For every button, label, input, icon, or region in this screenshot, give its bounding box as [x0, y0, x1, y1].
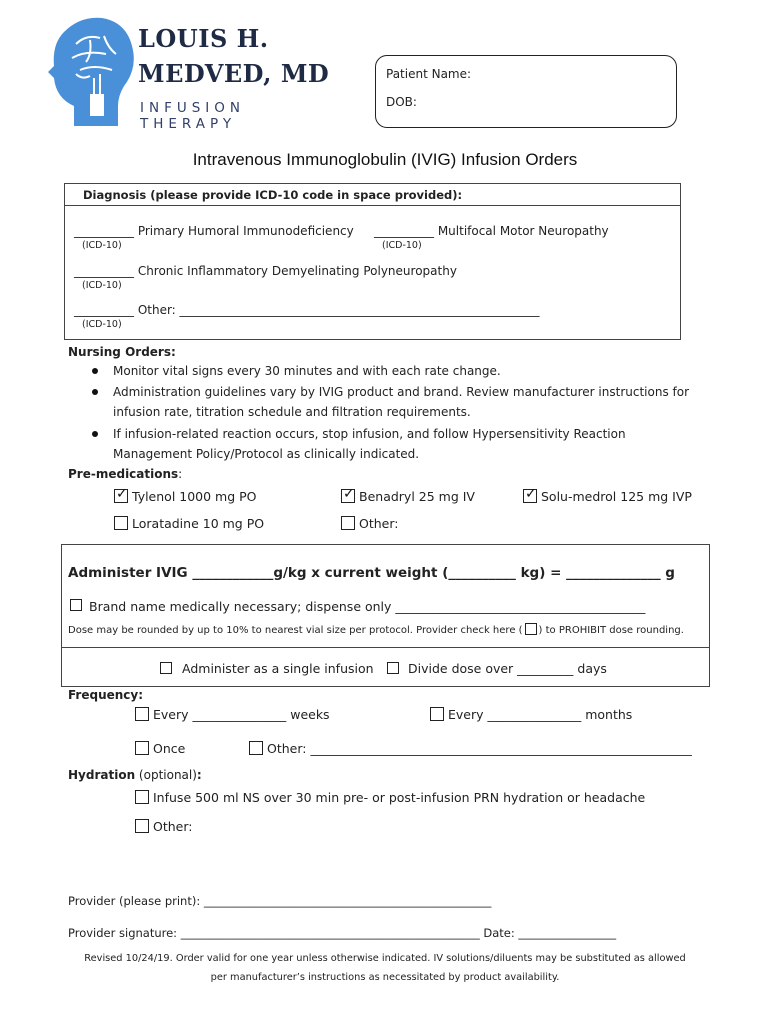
logo-subtitle: INFUSION THERAPY: [140, 100, 246, 132]
premeds-other-label: Other:: [359, 516, 399, 531]
administer-divider: [62, 647, 709, 648]
frequency-other-checkbox[interactable]: [249, 741, 263, 755]
divide-dose-label: Divide dose over _________ days: [408, 661, 607, 676]
diagnosis-other-code: (ICD-10): [82, 319, 122, 330]
hydration-optional: (optional): [135, 768, 197, 782]
page-title: Intravenous Immunoglobulin (IVIG) Infusion Orders: [192, 150, 578, 169]
nursing-bullet-2a: Administration guidelines vary by IVIG product and brand. Review manufacturer instructions for: [113, 385, 690, 399]
once-checkbox[interactable]: [135, 741, 149, 755]
hydration-other-checkbox[interactable]: [135, 819, 149, 833]
hydration-header-wrap: [68, 768, 202, 782]
single-infusion-checkbox[interactable]: [160, 662, 172, 674]
benadryl-label: Benadryl 25 mg IV: [359, 489, 475, 504]
tylenol-checkbox[interactable]: [114, 489, 128, 503]
diagnosis-mmn-code: (ICD-10): [382, 240, 422, 251]
footer-line2: per manufacturer’s instructions as necessitated by product availability.: [210, 972, 560, 983]
diagnosis-cidp[interactable]: __________ Chronic Inflammatory Demyelinating Polyneuropathy: [74, 264, 457, 278]
hydration-colon: :: [196, 768, 202, 782]
tylenol-label: Tylenol 1000 mg PO: [132, 489, 257, 504]
nursing-bullet-3a: If infusion-related reaction occurs, stop infusion, and follow Hypersensitivity Reaction: [113, 427, 626, 441]
bullet-1: [92, 368, 98, 374]
diagnosis-mmn[interactable]: __________ Multifocal Motor Neuropathy: [374, 224, 609, 238]
premeds-other-checkbox[interactable]: [341, 516, 355, 530]
bullet-2: [92, 389, 98, 395]
diagnosis-pid[interactable]: __________ Primary Humoral Immunodeficiency: [74, 224, 354, 238]
footer-line1: Revised 10/24/19. Order valid for one year unless otherwise indicated. IV solutions/diluents may be substituted as allowed: [84, 953, 686, 964]
provider-print[interactable]: Provider (please print): __________________________________________________: [68, 894, 492, 908]
infuse-ns-checkbox[interactable]: [135, 790, 149, 804]
patient-box: [375, 55, 677, 128]
solumedrol-label: Solu-medrol 125 mg IVP: [541, 489, 692, 504]
loratadine-checkbox[interactable]: [114, 516, 128, 530]
logo: [46, 14, 336, 134]
nursing-bullet-1: Monitor vital signs every 30 minutes and with each rate change.: [113, 364, 501, 378]
premeds-header: Pre-medications: [68, 467, 179, 481]
diagnosis-pid-code: (ICD-10): [82, 240, 122, 251]
once-label: Once: [153, 741, 186, 756]
every-months-checkbox[interactable]: [430, 707, 444, 721]
dose-rounding-a: Dose may be rounded by up to 10% to nearest vial size per protocol. Provider check here (: [68, 625, 523, 636]
diagnosis-header: Diagnosis (please provide ICD-10 code in space provided):: [83, 188, 463, 202]
head-brain-icon: [46, 14, 136, 129]
every-weeks-label: Every _______________ weeks: [153, 707, 330, 722]
hydration-other-label: Other:: [153, 819, 193, 834]
brand-checkbox[interactable]: [70, 599, 82, 611]
premeds-header-wrap: [68, 467, 182, 481]
diagnosis-other[interactable]: __________ Other: ____________________________________________________________: [74, 303, 540, 317]
every-weeks-checkbox[interactable]: [135, 707, 149, 721]
prohibit-rounding-checkbox[interactable]: [525, 623, 537, 635]
single-infusion-label: Administer as a single infusion: [182, 661, 374, 676]
nursing-bullet-3b: Management Policy/Protocol as clinically indicated.: [113, 447, 420, 461]
dose-rounding-text: [68, 623, 684, 636]
every-months-label: Every _______________ months: [448, 707, 633, 722]
frequency-header: Frequency:: [68, 688, 144, 702]
logo-line1: LOUIS H.: [138, 24, 269, 53]
brand-label: Brand name medically necessary; dispense only ________________________________________: [89, 599, 646, 614]
frequency-other-label: Other: _____________________________________________________________: [267, 741, 692, 756]
benadryl-checkbox[interactable]: [341, 489, 355, 503]
administer-dose-line[interactable]: Administer IVIG ____________g/kg x current weight (__________ kg) = ______________ g: [68, 565, 675, 581]
diagnosis-cidp-code: (ICD-10): [82, 280, 122, 291]
nursing-header: Nursing Orders:: [68, 345, 176, 359]
logo-line2: MEDVED, MD: [138, 59, 330, 88]
dose-rounding-b: ) to PROHIBIT dose rounding.: [538, 625, 684, 636]
premeds-colon: :: [178, 467, 183, 481]
patient-name-label: Patient Name:: [386, 67, 472, 81]
nursing-bullet-2b: infusion rate, titration schedule and filtration requirements.: [113, 405, 471, 419]
loratadine-label: Loratadine 10 mg PO: [132, 516, 265, 531]
solumedrol-checkbox[interactable]: [523, 489, 537, 503]
infuse-ns-label: Infuse 500 ml NS over 30 min pre- or post-infusion PRN hydration or headache: [153, 790, 646, 805]
divide-dose-checkbox[interactable]: [387, 662, 399, 674]
provider-signature[interactable]: Provider signature: ____________________________________________________ Date: _________________: [68, 926, 617, 940]
bullet-3: [92, 431, 98, 437]
diagnosis-header-row: [65, 184, 680, 206]
hydration-header: Hydration: [68, 768, 136, 782]
dob-label: DOB:: [386, 95, 417, 109]
